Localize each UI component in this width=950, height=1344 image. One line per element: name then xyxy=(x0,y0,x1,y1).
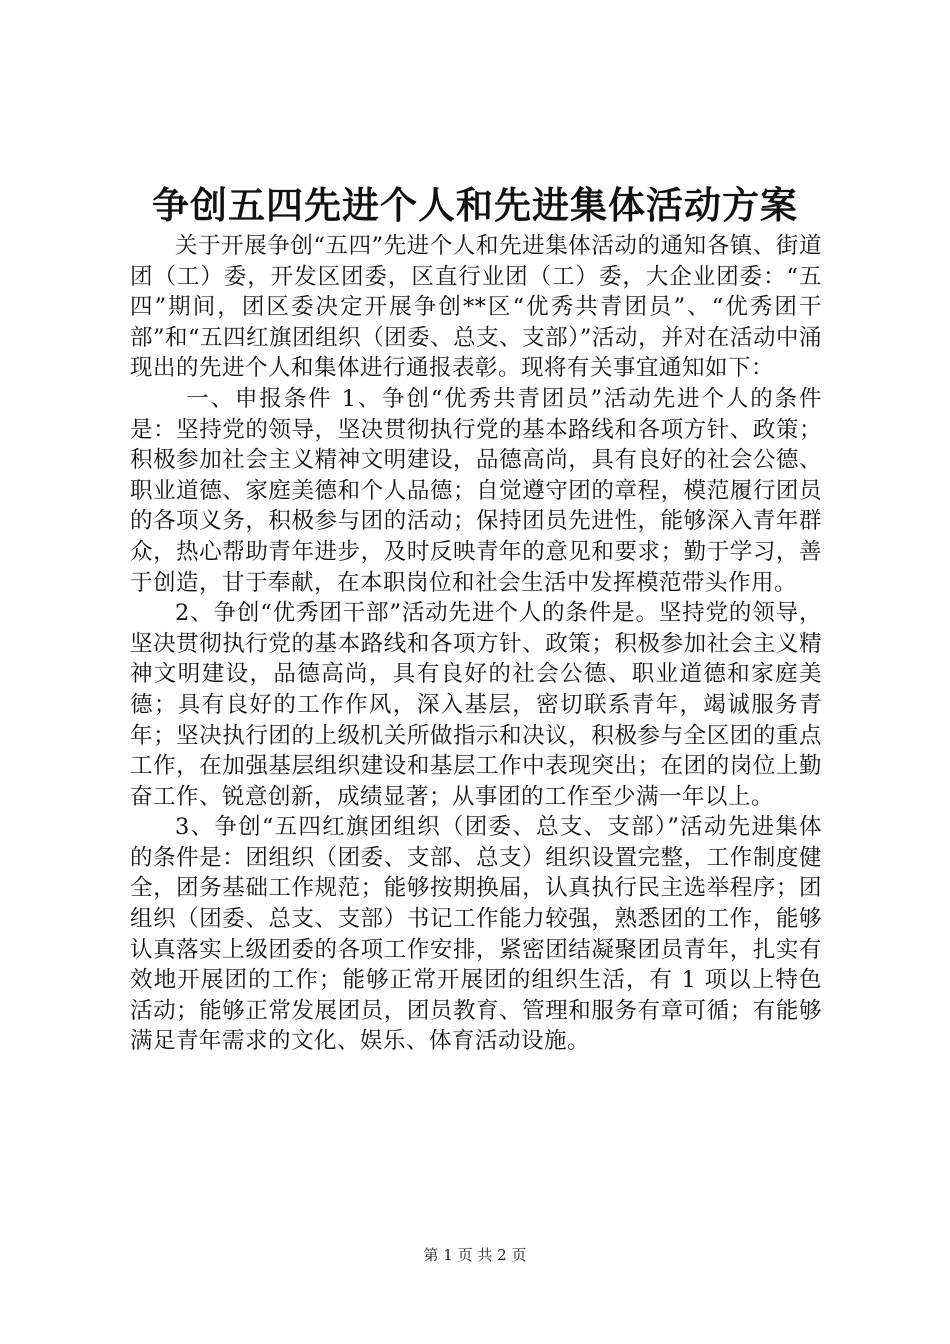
document-body xyxy=(130,231,822,1057)
paragraph-condition-2: 2、争创“优秀团干部”活动先进个人的条件是。坚持党的领导，坚决贯彻执行党的基本路线和各项方针、政策；积极参加社会主义精神文明建设，品德高尚，具有良好的社会公德、职业道德和家庭美德；具有良好的工作作风，深入基层，密切联系青年，竭诚服务青年；坚决执行团的上级机关所做指示和决议，积极参与全区团的重点工作，在加强基层组织建设和基层工作中表现突出；在团的岗位上勤奋工作、锐意创新，成绩显著；从事团的工作至少满一年以上。 xyxy=(130,600,822,810)
paragraph-condition-3: 3、争创“五四红旗团组织（团委、总支、支部）”活动先进集体的条件是：团组织（团委、支部、总支）组织设置完整，工作制度健全，团务基础工作规范；能够按期换届，认真执行民主选举程序；团组织（团委、总支、支部）书记工作能力较强，熟悉团的工作，能够认真落实上级团委的各项工作安排，紧密团结凝聚团员青年，扎实有效地开展团的工作；能够正常开展团的组织生活，有 1 项以上特色活动；能够正常发展团员，团员教育、管理和服务有章可循；有能够满足青年需求的文化、娱乐、体育活动设施。 xyxy=(130,814,822,1055)
paragraph-condition-1: 一、申报条件 1、争创“优秀共青团员”活动先进个人的条件是：坚持党的领导，坚决贯彻执行党的基本路线和各项方针、政策；积极参加社会主义精神文明建设，品德高尚，具有良好的社会公德、职业道德、家庭美德和个人品德；自觉遵守团的章程，模范履行团员的各项义务，积极参与团的活动；保持团员先进性，能够深入青年群众，热心帮助青年进步，及时反映青年的意见和要求；勤于学习，善于创造，甘于奉献，在本职岗位和社会生活中发挥模范带头作用。 xyxy=(130,385,822,596)
paragraph-intro: 关于开展争创“五四”先进个人和先进集体活动的通知各镇、街道团（工）委，开发区团委，区直行业团（工）委，大企业团委：“五四”期间，团区委决定开展争创**区“优秀共青团员”、“优秀团干部”和“五四红旗团组织（团委、总支、支部）”活动，并对在活动中涌现出的先进个人和集体进行通报表彰。现将有关事宜通知如下： xyxy=(130,233,822,382)
page-footer: 第 1 页 共 2 页 xyxy=(423,1246,527,1264)
document-title: 争创五四先进个人和先进集体活动方案 xyxy=(152,183,798,227)
